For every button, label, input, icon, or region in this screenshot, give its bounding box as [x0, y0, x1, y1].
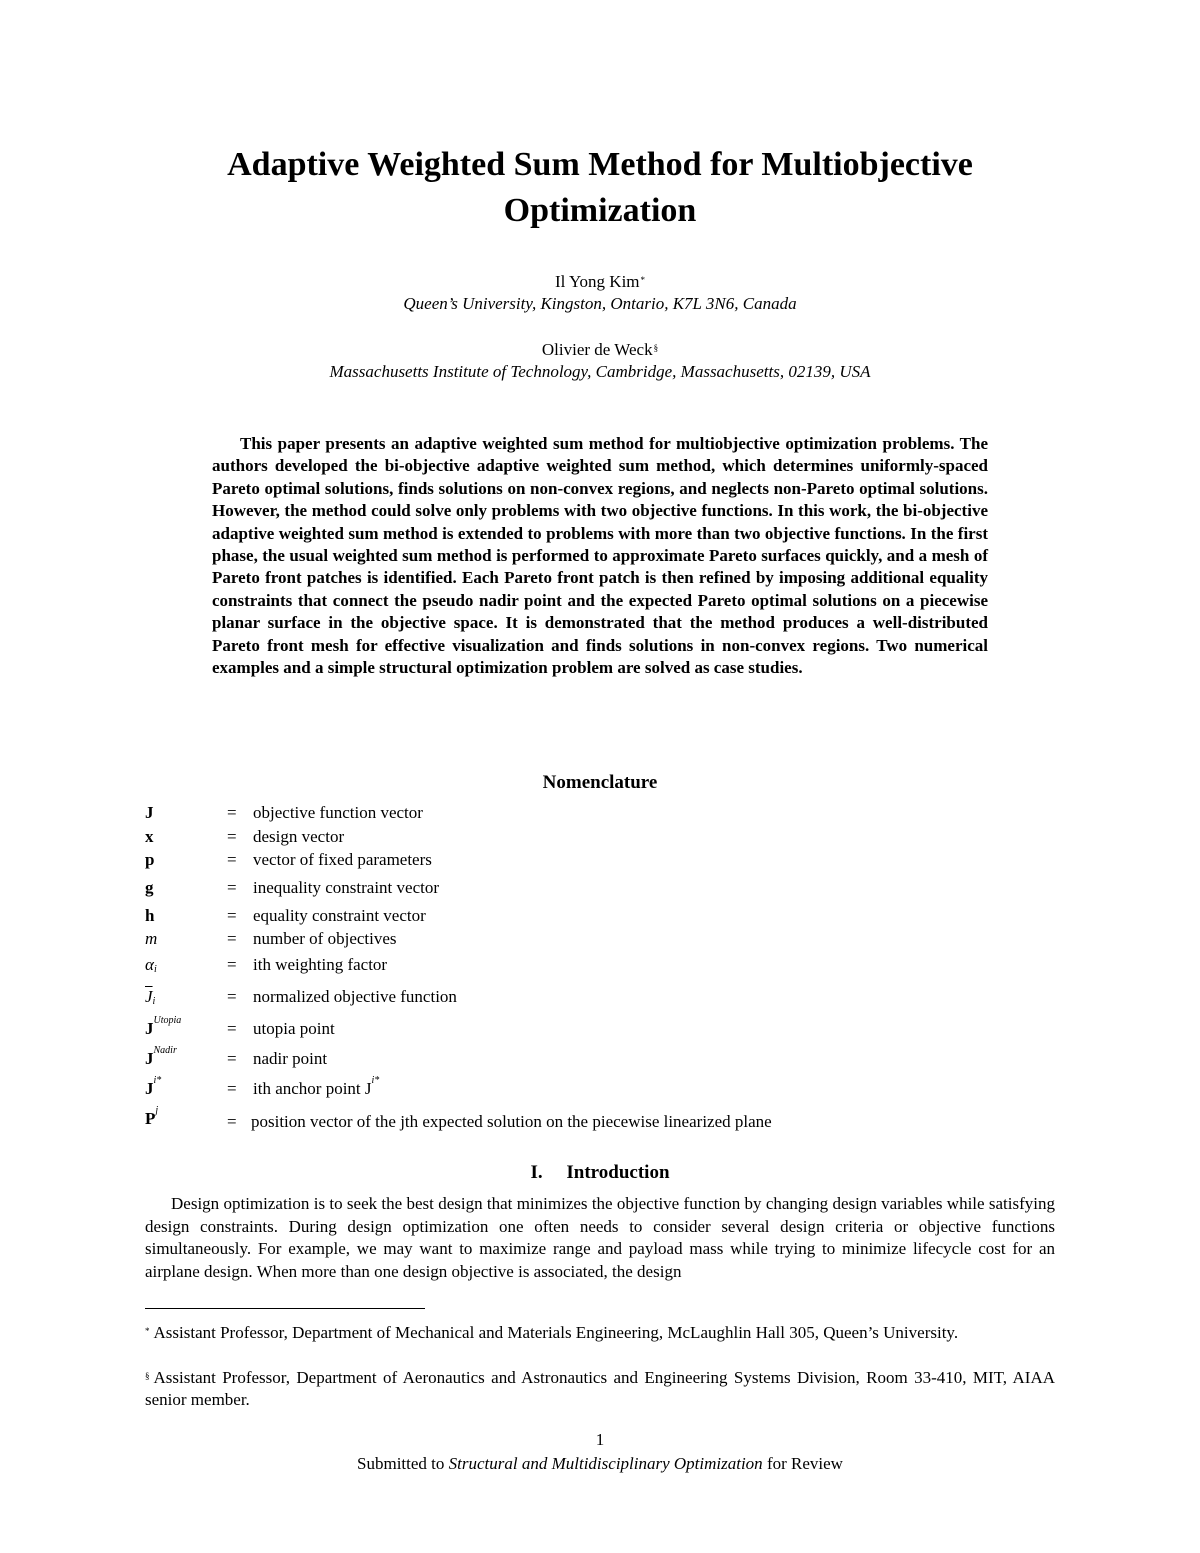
nomenclature-symbol: g [145, 878, 154, 897]
nomenclature-definition: equality constraint vector [253, 906, 426, 925]
nomenclature-symbol: p [145, 850, 155, 869]
paper-title-line2: Optimization [503, 192, 697, 229]
author-1-footnote-mark: * [640, 275, 646, 285]
author-2 [0, 340, 1200, 360]
footnote-2-mark: § [145, 1371, 150, 1381]
nomenclature-symbol: J [145, 803, 154, 822]
nomenclature-equals: = [227, 827, 237, 846]
nomenclature-equals: = [227, 955, 237, 974]
footer-journal: Structural and Multidisciplinary Optimization [448, 1454, 763, 1473]
nomenclature-equals: = [227, 987, 237, 1006]
nomenclature-equals: = [227, 929, 237, 948]
paper-title [0, 142, 1200, 234]
nomenclature-symbol: $P^j$ [145, 1105, 159, 1128]
footnote-2-text: Assistant Professor, Department of Aeronautics and Astronautics and Engineering Systems Division, Room 33-410, MIT, AIAA senior member. [145, 1368, 1055, 1409]
introduction-heading [0, 1162, 1200, 1184]
page-footer [0, 1454, 1200, 1474]
introduction-paragraph: Design optimization is to seek the best design that minimizes the objective function by changing design variables while satisfying design constraints. During design optimization one often needs to consider several design criteria or objective functions simultaneously. For example, we may want to maximize range and payload mass while trying to minimize lifecycle cost for an airplane design. When more than one design objective is associated, the design [145, 1194, 1055, 1281]
author-1-affiliation: Queen’s University, Kingston, Ontario, K7L 3N6, Canada [403, 294, 797, 313]
nomenclature-equals: = [227, 850, 237, 869]
nomenclature-equals: = [227, 803, 237, 822]
author-1 [0, 272, 1200, 292]
nomenclature-row [145, 987, 1145, 1013]
nomenclature-row [145, 1075, 1145, 1105]
nomenclature-definition: utopia point [253, 1019, 335, 1038]
nomenclature-definition: normalized objective function [253, 987, 457, 1006]
footnote-2 [145, 1367, 1055, 1411]
nomenclature-definition: ith anchor point $J^{i*}$ [253, 1075, 380, 1098]
abstract: This paper presents an adaptive weighted sum method for multiobjective optimization problems. The authors developed the bi-objective adaptive weighted sum method, which determines uniformly-spaced Pareto optimal solutions, finds solutions on non-convex regions, and neglects non-Pareto optimal solutions. However, the method could solve only problems with two objective functions. In this work, the bi-objective adaptive weighted sum method is extended to problems with more than two objective functions. In the first phase, the usual weighted sum method is performed to approximate Pareto surfaces quickly, and a mesh of Pareto front patches is identified. Each Pareto front patch is then refined by imposing additional equality constraints that connect the pseudo nadir point and the expected Pareto optimal solutions on a piecewise planar surface in the objective space. It is demonstrated that the method produces a well-distributed Pareto front mesh for effective visualization and finds solutions in non-convex regions. Two numerical examples and a simple structural optimization problem are solved as case studies. [212, 434, 988, 678]
nomenclature-row [145, 878, 1145, 904]
footnote-divider [145, 1308, 425, 1309]
nomenclature-definition: objective function vector [253, 803, 423, 822]
nomenclature-symbol: $\overline{J}i$ [145, 987, 156, 1007]
nomenclature-row [145, 955, 1145, 981]
nomenclature-equals: = [227, 1112, 237, 1131]
nomenclature-row [145, 1045, 1145, 1075]
nomenclature-definition: number of objectives [253, 929, 397, 948]
nomenclature-symbol: $J^{i*}$ [145, 1075, 162, 1098]
author-2-footnote-mark: § [653, 343, 659, 353]
footnote-1 [145, 1322, 1055, 1344]
nomenclature-heading: Nomenclature [542, 772, 658, 793]
nomenclature-equals: = [227, 1079, 237, 1098]
paper-title-line1: Adaptive Weighted Sum Method for Multiobjective [227, 146, 973, 183]
footer-prefix: Submitted to [357, 1454, 449, 1473]
nomenclature-definition: vector of fixed parameters [253, 850, 432, 869]
nomenclature-row [145, 1105, 1145, 1135]
footnote-1-mark: * [145, 1326, 150, 1336]
nomenclature-definition: inequality constraint vector [253, 878, 439, 897]
nomenclature-definition: nadir point [253, 1049, 328, 1068]
page-number: 1 [595, 1430, 605, 1449]
nomenclature-symbol: h [145, 906, 155, 925]
author-1-name: Il Yong Kim [554, 272, 640, 291]
nomenclature-row [145, 929, 1145, 955]
nomenclature-symbol: αi [145, 955, 157, 975]
nomenclature-symbol: $J^{Utopia}$ [145, 1015, 182, 1038]
nomenclature-equals: = [227, 878, 237, 897]
nomenclature-symbol: x [145, 827, 154, 846]
nomenclature-equals: = [227, 1049, 237, 1068]
nomenclature-row [145, 1015, 1145, 1045]
nomenclature-symbol: $J^{Nadir}$ [145, 1045, 177, 1068]
section-number: I. [530, 1162, 543, 1183]
nomenclature-equals: = [227, 906, 237, 925]
nomenclature-row [145, 850, 1145, 876]
author-2-affiliation: Massachusetts Institute of Technology, Cambridge, Massachusetts, 02139, USA [329, 362, 871, 381]
nomenclature-definition: position vector of the jth expected solution on the piecewise linearized plane [251, 1112, 772, 1131]
footer-suffix: for Review [762, 1454, 843, 1473]
nomenclature-row [145, 803, 1145, 829]
author-2-name: Olivier de Weck [541, 340, 653, 359]
footnote-1-text: Assistant Professor, Department of Mechanical and Materials Engineering, McLaughlin Hall 305, Queen’s University. [153, 1323, 959, 1342]
nomenclature-symbol: m [145, 929, 158, 948]
nomenclature-definition: design vector [253, 827, 345, 846]
nomenclature-definition: ith weighting factor [253, 955, 388, 974]
nomenclature-equals: = [227, 1019, 237, 1038]
section-title: Introduction [566, 1162, 670, 1183]
